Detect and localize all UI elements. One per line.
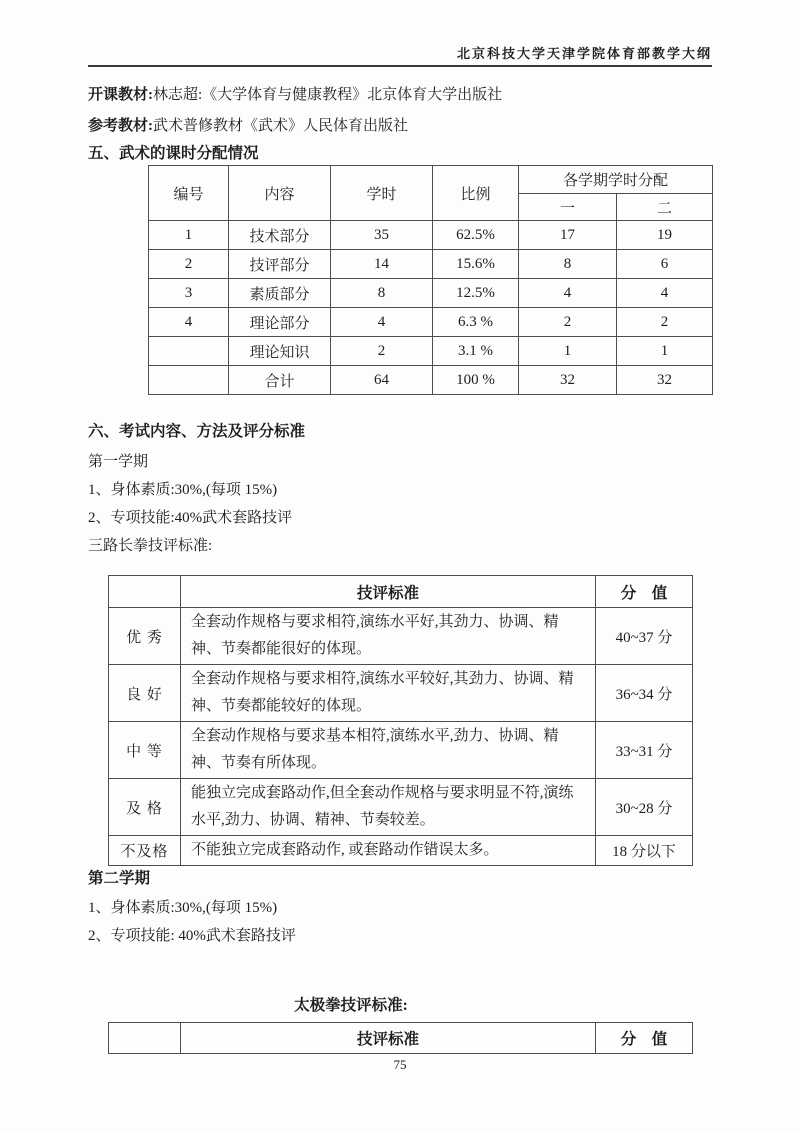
cell-criteria: 不能独立完成套路动作, 或套路动作错误太多。 [181,836,596,866]
cell-criteria: 全套动作规格与要求相符,演练水平好,其劲力、协调、精神、节奏都能很好的体现。 [181,608,596,665]
cell-hours: 35 [331,221,433,250]
cell-hours: 2 [331,337,433,366]
header-cell-score: 分 值 [596,1023,693,1054]
eval-row [109,608,693,665]
reference-material-label: 参考教材: [88,118,153,134]
header-cell-score: 分 值 [596,576,693,608]
cell-hours: 14 [331,250,433,279]
semester1-item1: 1、身体素质:30%,(每项 15%) [88,482,278,498]
course-material-text: 林志超:《大学体育与健康教程》北京体育大学出版社 [153,87,503,103]
cell-sem1: 32 [519,366,617,395]
reference-material-line [88,117,712,135]
cell-sem1: 1 [519,337,617,366]
cell-ratio: 62.5% [433,221,519,250]
cell-score: 33~31 分 [596,722,693,779]
table-row [149,221,713,250]
section5-title: 五、武术的课时分配情况 [88,145,259,162]
cell-content: 技评部分 [229,250,331,279]
cell-grade: 优 秀 [109,608,181,665]
cell-sem1: 2 [519,308,617,337]
table-row [149,250,713,279]
header-cell-criteria: 技评标准 [181,576,596,608]
taiji-caption: 太极拳技评标准: [294,997,408,1014]
eval-row [109,836,693,866]
cell-grade: 良 好 [109,665,181,722]
cell-hours: 64 [331,366,433,395]
semester1-item2: 2、专项技能:40%武术套路技评 [88,510,293,526]
course-material-label: 开课教材: [88,87,153,103]
course-material-line [88,86,712,104]
cell-ratio: 6.3 % [433,308,519,337]
header-cell-number: 编号 [149,166,229,221]
cell-sem2: 1 [617,337,713,366]
header-cell-semester-group: 各学期学时分配 [519,166,713,194]
cell-ratio: 3.1 % [433,337,519,366]
hours-allocation-table [148,165,713,395]
cell-grade: 不及格 [109,836,181,866]
cell-number: 2 [149,250,229,279]
cell-sem2: 4 [617,279,713,308]
cell-sem2: 19 [617,221,713,250]
header-cell-content: 内容 [229,166,331,221]
header-cell-semester1: 一 [519,194,617,221]
cell-sem2: 2 [617,308,713,337]
cell-grade: 中 等 [109,722,181,779]
semester1-label: 第一学期 [88,454,149,470]
section6-title: 六、考试内容、方法及评分标准 [88,423,306,440]
header-cell-hours: 学时 [331,166,433,221]
header-cell-criteria: 技评标准 [181,1023,596,1054]
cell-number [149,366,229,395]
cell-number: 3 [149,279,229,308]
cell-sem1: 17 [519,221,617,250]
cell-score: 18 分以下 [596,836,693,866]
cell-number [149,337,229,366]
table-total-row [149,366,713,395]
table-row [149,279,713,308]
cell-content: 素质部分 [229,279,331,308]
eval-row [109,665,693,722]
table-row [149,308,713,337]
cell-ratio: 15.6% [433,250,519,279]
cell-score: 30~28 分 [596,779,693,836]
cell-criteria: 全套动作规格与要求基本相符,演练水平,劲力、协调、精神、节奏有所体现。 [181,722,596,779]
cell-sem1: 8 [519,250,617,279]
semester2-label: 第二学期 [88,870,151,887]
cell-hours: 4 [331,308,433,337]
semester2-item1: 1、身体素质:30%,(每项 15%) [88,900,278,916]
cell-content: 合计 [229,366,331,395]
changquan-caption: 三路长拳技评标准: [88,538,213,554]
eval-row [109,722,693,779]
changquan-eval-table [108,575,693,866]
cell-content: 理论知识 [229,337,331,366]
cell-criteria: 全套动作规格与要求相符,演练水平较好,其劲力、协调、精神、节奏都能较好的体现。 [181,665,596,722]
cell-ratio: 100 % [433,366,519,395]
cell-score: 40~37 分 [596,608,693,665]
taiji-eval-table [108,1022,693,1054]
header-cell-ratio: 比例 [433,166,519,221]
reference-material-text: 武术普修教材《武术》人民体育出版社 [153,118,409,134]
cell-content: 技术部分 [229,221,331,250]
eval-row [109,779,693,836]
page-number: 75 [393,1057,407,1072]
cell-number: 4 [149,308,229,337]
taiji-header-row [109,1023,693,1054]
cell-hours: 8 [331,279,433,308]
header-rule [88,65,712,67]
table-header-row [149,166,713,194]
header-cell-semester2: 二 [617,194,713,221]
cell-number: 1 [149,221,229,250]
cell-ratio: 12.5% [433,279,519,308]
cell-sem2: 32 [617,366,713,395]
semester2-item2: 2、专项技能: 40%武术套路技评 [88,928,296,944]
eval-header-row [109,576,693,608]
cell-criteria: 能独立完成套路动作,但全套动作规格与要求明显不符,演练水平,劲力、协调、精神、节奏较差。 [181,779,596,836]
table-row [149,337,713,366]
cell-sem2: 6 [617,250,713,279]
cell-score: 36~34 分 [596,665,693,722]
header-cell-empty [109,1023,181,1054]
cell-sem1: 4 [519,279,617,308]
header-cell-empty [109,576,181,608]
cell-content: 理论部分 [229,308,331,337]
cell-grade: 及 格 [109,779,181,836]
page-header-title: 北京科技大学天津学院体育部教学大纲 [456,46,712,61]
